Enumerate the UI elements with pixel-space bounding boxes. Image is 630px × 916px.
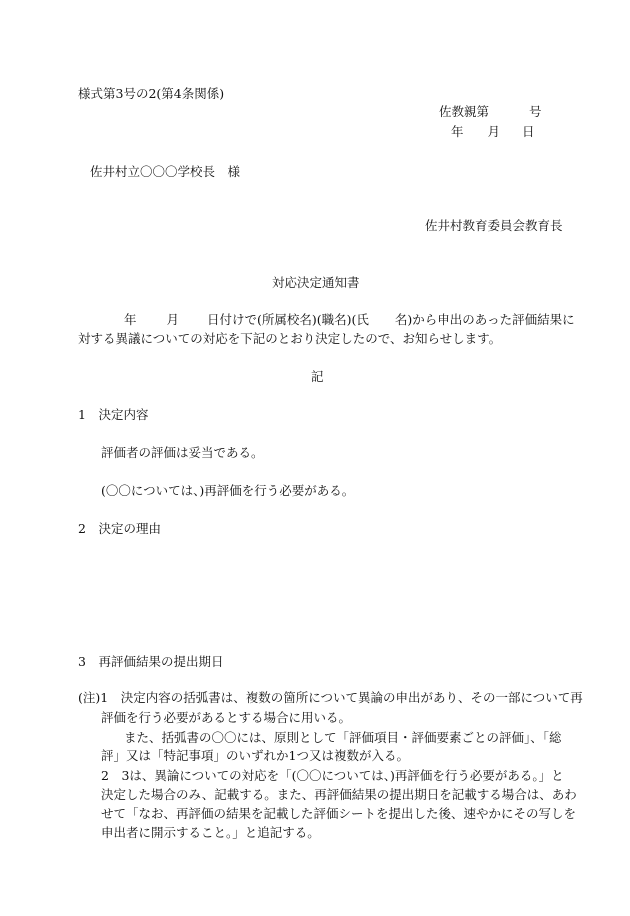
- intro-year: 年: [124, 312, 137, 327]
- document-number-prefix: 佐教親第: [439, 104, 490, 119]
- intro-month: 月: [166, 312, 180, 327]
- addressee: 佐井村立〇〇〇学校長 様: [90, 164, 241, 179]
- document-number-suffix: 号: [529, 104, 542, 119]
- note-1-line-1: (注)1 決定内容の括弧書は、複数の箇所について異論の申出があり、その一部について再: [78, 690, 583, 705]
- document-number: [439, 104, 542, 120]
- issue-date: [451, 124, 535, 140]
- section-3-heading: 3 再評価結果の提出期日: [78, 654, 224, 669]
- date-month: 月: [487, 124, 501, 139]
- section-2-heading: 2 決定の理由: [78, 521, 161, 536]
- form-label: 様式第3号の2(第4条関係): [78, 86, 225, 101]
- note-1-line-3: また、括弧書の〇〇には、原則として「評価項目・評価要素ごとの評価」、「総: [124, 730, 562, 745]
- note-2-line-3: せて「なお、再評価の結果を記載した評価シートを提出した後、速やかにその写しを: [101, 806, 577, 821]
- section-1-option-1: 評価者の評価は妥当である。: [101, 445, 264, 460]
- date-year: 年: [451, 124, 464, 139]
- note-2-line-2: 決定した場合のみ、記載する。また、再評価結果の提出期日を記載する場合は、あわ: [101, 787, 577, 802]
- intro-line-2: 対する異議についての対応を下記のとおり決定したので、お知らせします。: [78, 331, 502, 346]
- intro-name-end: 名)から申出のあった評価結果に: [394, 312, 575, 327]
- document-title: 対応決定通知書: [272, 275, 360, 290]
- intro-line-1: [124, 312, 575, 328]
- note-1-line-2: 評価を行う必要があるとする場合に用いる。: [101, 710, 352, 725]
- ki-heading: 記: [311, 369, 324, 384]
- intro-day-part: 日付けで(所属校名)(職名)(氏: [207, 312, 369, 327]
- note-1-line-4: 評」又は「特記事項」のいずれか1つ又は複数が入る。: [101, 748, 409, 763]
- note-2-line-4: 申出者に開示すること。」と追記する。: [101, 825, 320, 840]
- section-1-heading: 1 決定内容: [78, 407, 149, 422]
- section-1-option-2: (〇〇については、)再評価を行う必要がある。: [101, 483, 355, 498]
- note-2-line-1: 2 3は、異論についての対応を「(〇〇については、)再評価を行う必要がある。」と: [101, 768, 564, 783]
- date-day: 日: [522, 124, 535, 139]
- sender: 佐井村教育委員会教育長: [425, 218, 563, 233]
